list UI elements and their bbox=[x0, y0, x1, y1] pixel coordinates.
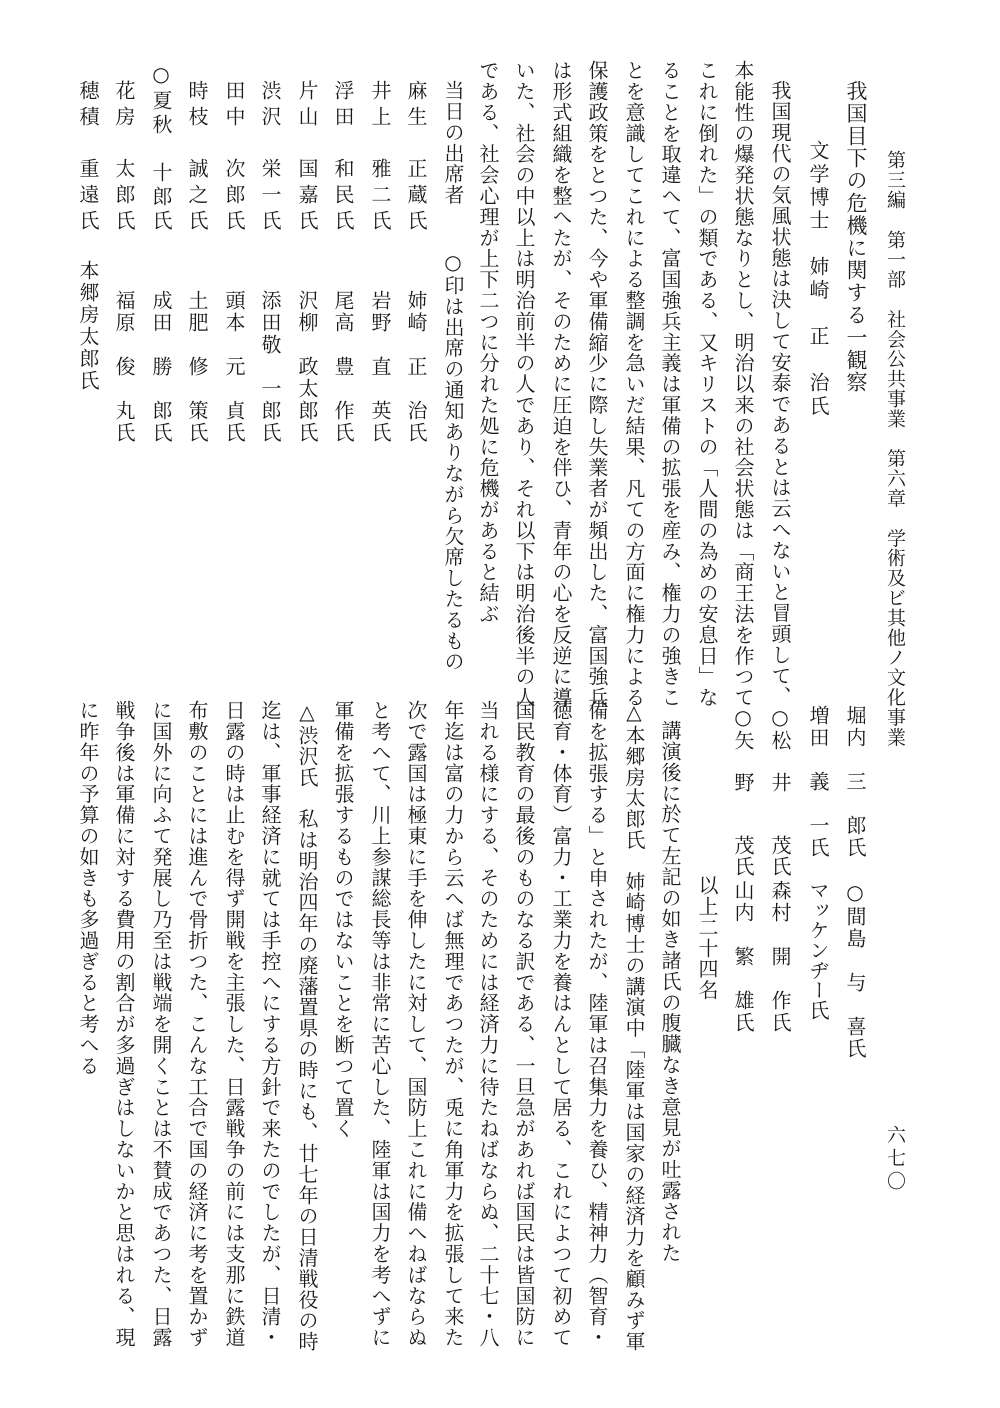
attendee-name: 添田敬 一郎氏 bbox=[258, 290, 282, 444]
attendee-name: 井上 雅二氏 bbox=[368, 80, 392, 236]
attendance-note: ○印は出席の通知ありながら欠席したるもの bbox=[441, 250, 465, 672]
bottom-body-line: 国民教育の最後のものなる訳である、一旦急があれば国民は皆国防に bbox=[512, 700, 536, 1348]
attendee-name: 森村 開 作氏 bbox=[768, 880, 792, 1034]
attendee-name: 山内 繁 雄氏 bbox=[731, 880, 755, 1034]
top-body-line: とを意識してこれによる整調を急いだ結果、凡ての方面に権力による bbox=[622, 60, 646, 708]
attendee-name: 渋沢 栄一氏 bbox=[258, 80, 282, 236]
bottom-body-line: に昨年の予算の如きも多過ぎると考へる bbox=[76, 700, 100, 1077]
attendee-name: 片山 国嘉氏 bbox=[295, 80, 319, 236]
article-title: 我国目下の危機に関する一観察 bbox=[844, 80, 868, 394]
attendee-name: 福原 俊 丸氏 bbox=[112, 290, 136, 444]
attendee-name: ○矢 野 茂氏 bbox=[731, 705, 755, 877]
attendee-name: 岩野 直 英氏 bbox=[368, 290, 392, 444]
bottom-body-line: 軍備を拡張するものではないことを断つて置く bbox=[331, 700, 355, 1139]
bottom-body-line: 戦争後は軍備に対する費用の割合が多過ぎはしないかと思はれる、現 bbox=[112, 700, 136, 1348]
bottom-body-line: 次で露国は極東に手を伸したに対して、国防上これに備へねばならぬ bbox=[404, 700, 428, 1348]
top-body-line: 保護政策をとつた、今や軍備縮少に際し失業者が頻出した、富国強兵 bbox=[585, 60, 609, 708]
top-body-line: ることを取違へて、富国強兵主義は軍備の拡張を産み、権力の強きこ bbox=[658, 60, 682, 708]
top-body-line: これに倒れた」の類である、又キリストの「人間の為めの安息日」な bbox=[695, 60, 719, 708]
attendee-name: ○間島 与 喜氏 bbox=[843, 880, 867, 1060]
attendee-name: 姉崎 正 治氏 bbox=[404, 290, 428, 444]
top-body-line: 本能性の爆発状態なりとし、明治以来の社会状態は「商王法を作つて bbox=[731, 60, 755, 708]
attendee-name: 尾高 豊 作氏 bbox=[331, 290, 355, 444]
bottom-body-line: 布敷のことには進んで骨折つた、こんな工合で国の経済に考を置かず bbox=[185, 700, 209, 1348]
top-body-line: いた、社会の中以上は明治前半の人であり、それ以下は明治後半の人 bbox=[512, 60, 536, 708]
bottom-body-line: 当れる様にする、そのためには経済力に待たねばならぬ、二十七・八 bbox=[476, 700, 500, 1348]
attendee-name: ○松 井 茂氏 bbox=[768, 705, 792, 877]
top-body-line: である、社会心理が上下二つに分れた処に危機があると結ぶ bbox=[476, 60, 500, 625]
page-number: 六七〇 bbox=[884, 1125, 906, 1194]
attendee-name: ○夏秋 十郎氏 bbox=[149, 62, 173, 234]
bottom-body-line: 年迄は富の力から云へば無理であつたが、兎に角軍力を拡張して来た bbox=[441, 700, 465, 1348]
attendee-name: 沢柳 政太郎氏 bbox=[295, 290, 319, 444]
bottom-body-line: 徳育・体育）富力・工業力を養はんとして居る、これによつて初めて bbox=[549, 700, 573, 1348]
bottom-body-line: 備を拡張する」と申されたが、陸軍は召集力を養ひ、精神力（智育・ bbox=[585, 700, 609, 1348]
attendee-name: 本郷房太郎氏 bbox=[76, 260, 100, 392]
attendee-name: 土肥 修 策氏 bbox=[185, 290, 209, 444]
attendee-name: 穂積 重遠氏 bbox=[76, 80, 100, 236]
attendee-name: 田中 次郎氏 bbox=[222, 80, 246, 236]
running-head: 第三編 第一部 社会公共事業 第六章 学術及ビ其他ノ文化事業 bbox=[884, 150, 906, 747]
attendee-total: 以上二十四名 bbox=[695, 875, 719, 1001]
bottom-body-line: △本郷房太郎氏 姉崎博士の講演中「陸軍は国家の経済力を顧みず軍 bbox=[622, 700, 646, 1352]
attendee-name: 花房 太郎氏 bbox=[112, 80, 136, 236]
article-byline: 文学博士 姉崎 正 治氏 bbox=[806, 140, 830, 419]
top-body-line: 我国現代の気風状態は決して安泰であるとは云へないと冒頭して、 bbox=[768, 80, 792, 707]
attendee-name: 麻生 正蔵氏 bbox=[404, 80, 428, 236]
bottom-body-line: 日露の時は止むを得ず開戦を主張した、日露戦争の前には支那に鉄道 bbox=[222, 700, 246, 1348]
bottom-body-line: に国外に向ふて発展し乃至は戦端を開くことは不賛成であつた、日露 bbox=[149, 700, 173, 1348]
bottom-body-line: 講演後に於て左記の如き諸氏の腹臓なき意見が吐露された bbox=[658, 720, 682, 1264]
top-body-line: は形式組織を整へたが、そのために圧迫を伴ひ、青年の心を反逆に導 bbox=[549, 60, 573, 708]
bottom-body-line: △渋沢氏 私は明治四年の廃藩置県の時にも、廿七年の日清戦役の時 bbox=[295, 700, 319, 1352]
attendee-name: 増田 義 一氏 bbox=[806, 705, 830, 859]
attendee-name: 成田 勝 郎氏 bbox=[149, 290, 173, 444]
attendee-name: 時枝 誠之氏 bbox=[185, 80, 209, 236]
attendee-name: 頭本 元 貞氏 bbox=[222, 290, 246, 444]
bottom-body-line: 迄は、軍事経済に就ては手控へにする方針で来たのでしたが、日清・ bbox=[258, 700, 282, 1348]
attendee-name: 堀内 三 郎氏 bbox=[843, 705, 867, 859]
attendance-header: 当日の出席者 bbox=[441, 80, 465, 206]
attendee-name: マッケンヂー氏 bbox=[806, 880, 830, 1020]
bottom-body-line: と考へて、川上参謀総長等は非常に苦心した、陸軍は国力を考へずに bbox=[368, 700, 392, 1348]
attendee-name: 浮田 和民氏 bbox=[331, 80, 355, 236]
